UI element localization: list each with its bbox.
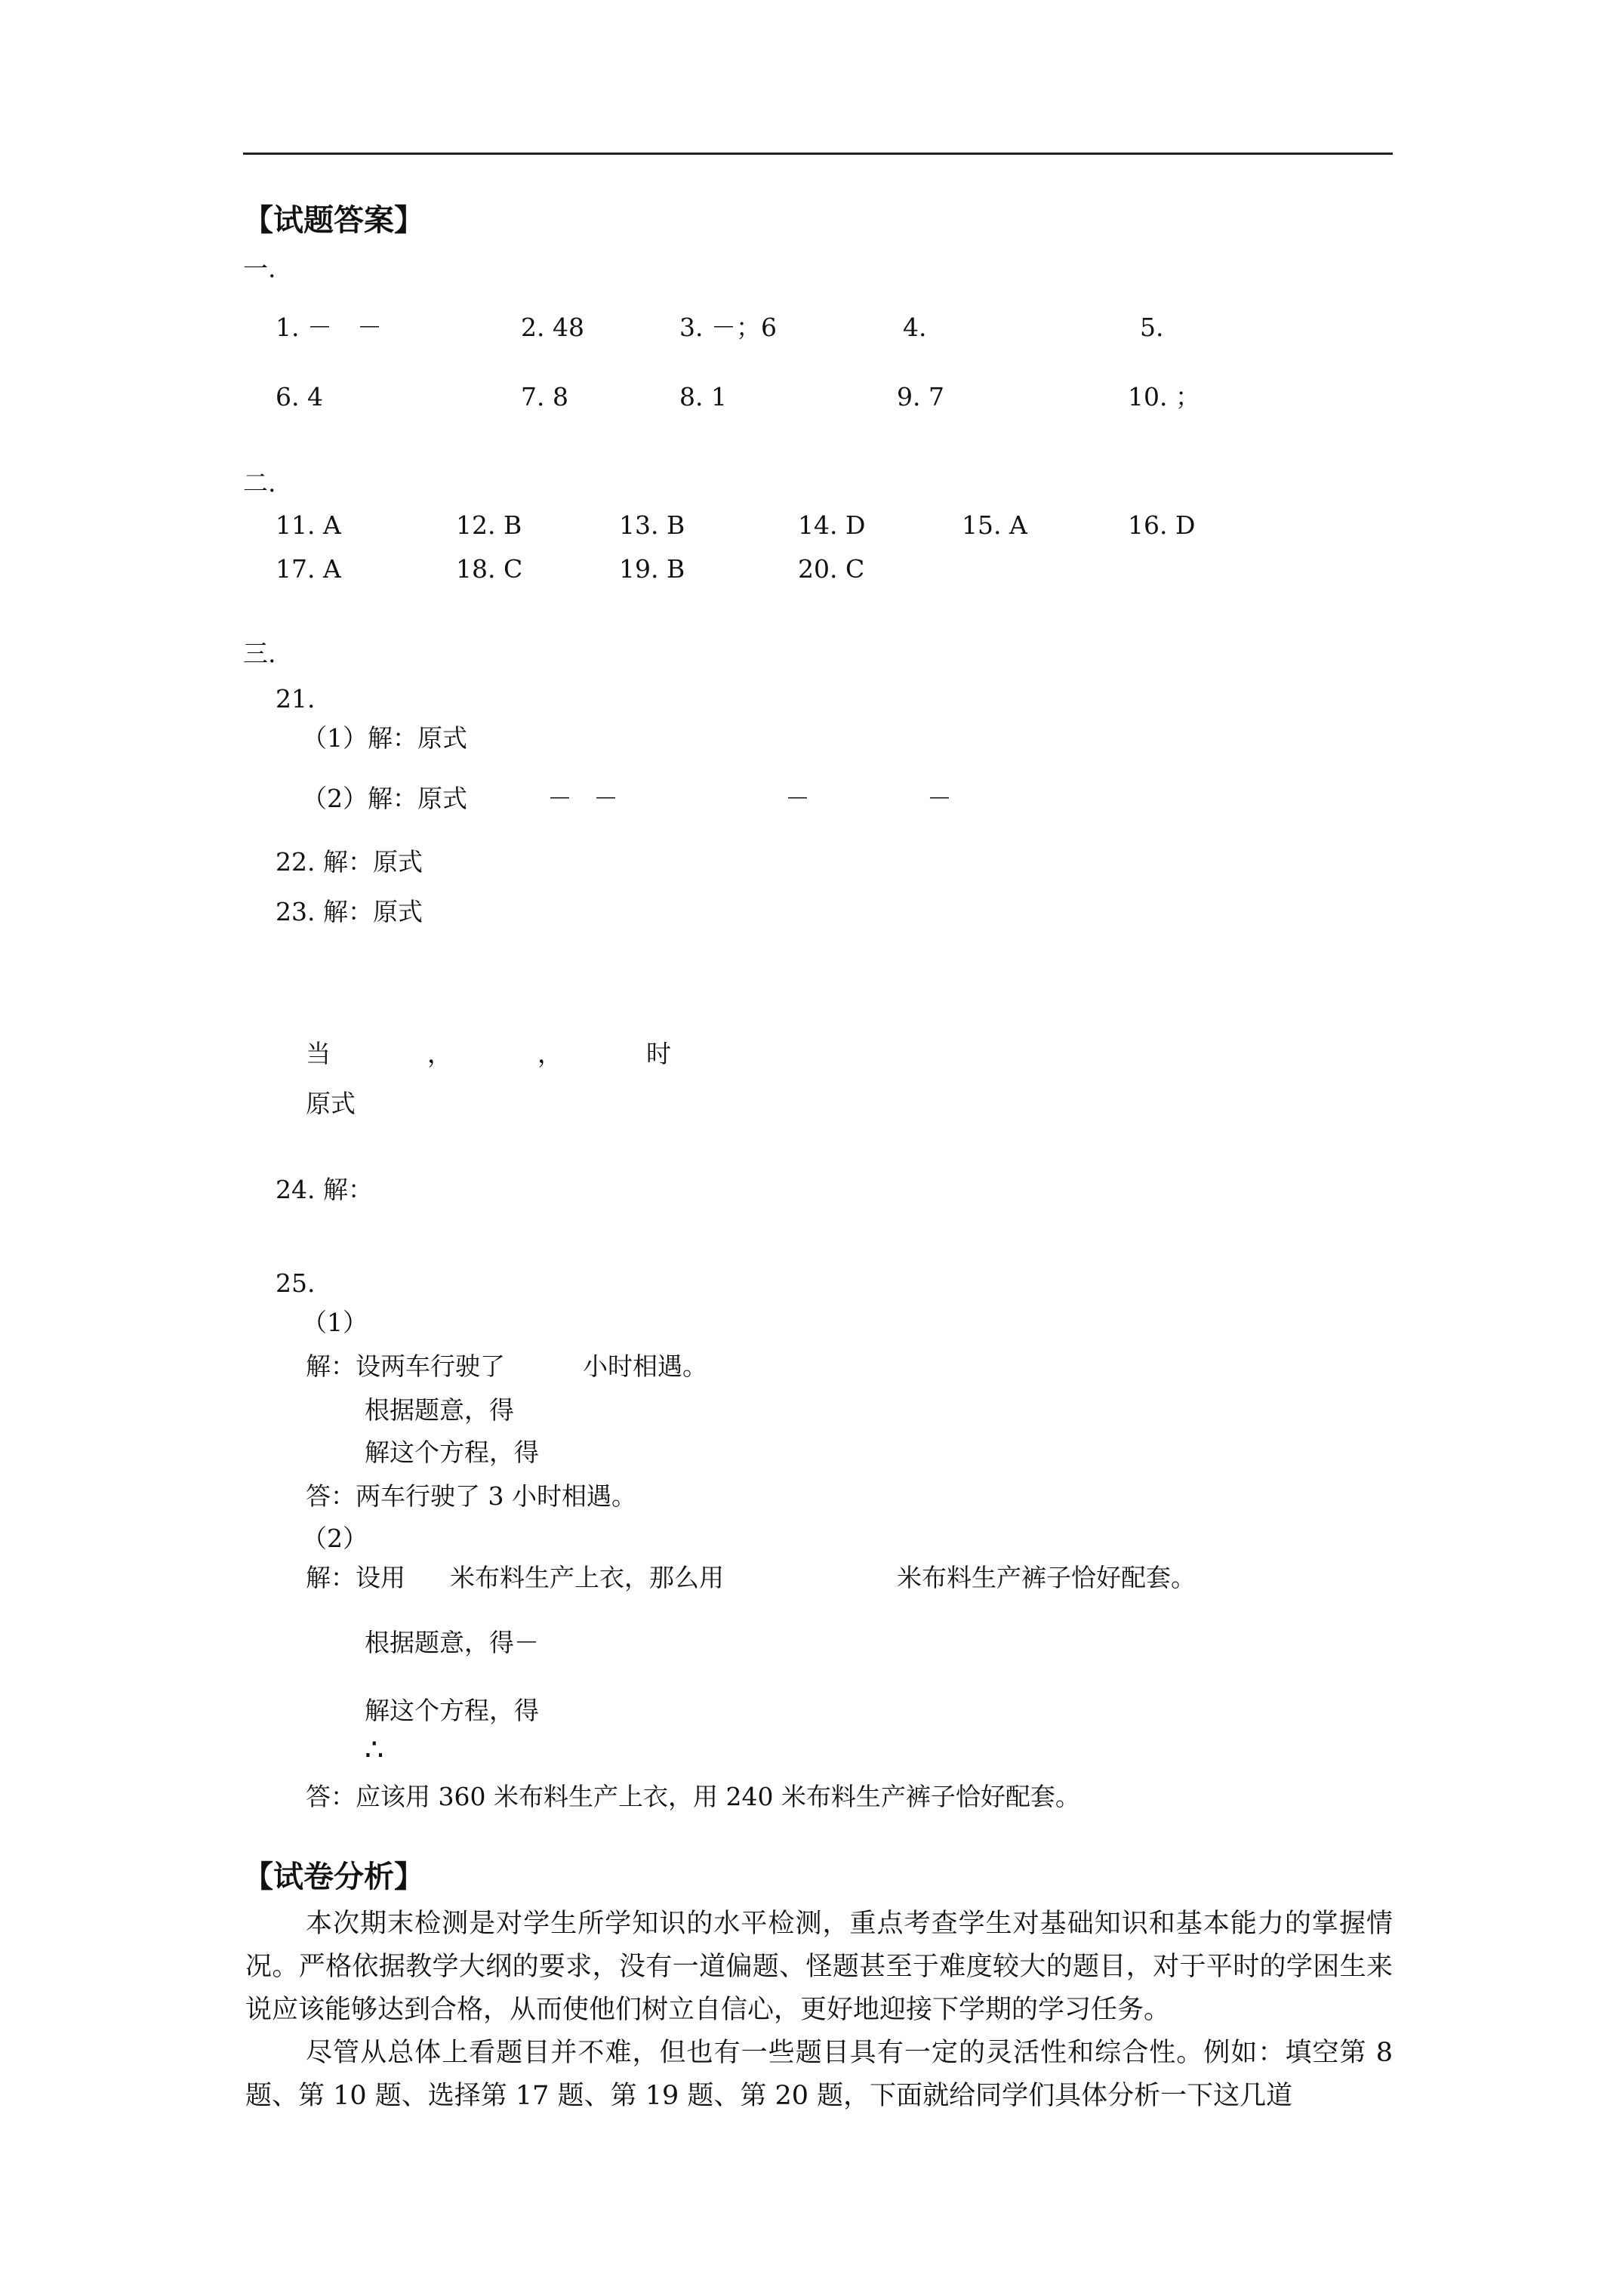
answer-item: 2. 48 (521, 313, 584, 342)
answer-item: 7. 8 (521, 382, 568, 411)
section3-label: 三. (243, 639, 276, 668)
minus-sign: － (785, 784, 810, 813)
answer-item: 16. D (1128, 510, 1196, 540)
answer-item: 20. C (798, 554, 865, 584)
minus-sign: － (927, 784, 952, 813)
question-number: 21. (276, 684, 316, 713)
condition-text: 当 (306, 1039, 331, 1068)
solution-line: （2）解：原式 (302, 784, 467, 813)
analysis-paragraph: 尽管从总体上看题目并不难，但也有一些题目具有一定的灵活性和综合性。例如：填空第 8 题、第 10 题、选择第 17 题、第 19 题、第 20 题，下面就给同学们具体分析一下这几道 (245, 2038, 1393, 2111)
solution-line: 米布料生产上衣，那么用 (450, 1563, 724, 1592)
section1-label: 一. (243, 254, 276, 283)
answers-title: 【试题答案】 (243, 202, 424, 238)
answer-item: 8. 1 (679, 382, 727, 411)
solution-line: （1）解：原式 (302, 723, 467, 753)
answer-item: 19. B (619, 554, 685, 584)
answer-item: 10. ； (1128, 382, 1200, 411)
answer-item: 15. A (962, 510, 1027, 540)
minus-sign: － (593, 784, 618, 813)
solution-line: 解：设用 (306, 1563, 405, 1592)
answer-item: 3. －；6 (679, 313, 777, 342)
answer-item: 13. B (619, 510, 685, 540)
solution-line: 原式 (306, 1089, 356, 1118)
section2-label: 二. (243, 468, 276, 498)
solution-line: 解：设两车行驶了 (306, 1351, 505, 1381)
answer-item: 18. C (456, 554, 523, 584)
minus-sign: － (547, 784, 572, 813)
solution-line: 23. 解：原式 (276, 897, 423, 926)
solution-line: 22. 解：原式 (276, 847, 423, 877)
answer-line: 答：应该用 360 米布料生产上衣，用 240 米布料生产裤子恰好配套。 (306, 1782, 1080, 1811)
answer-line: 答：两车行驶了 3 小时相遇。 (306, 1481, 636, 1511)
answer-item: 12. B (456, 510, 522, 540)
header-rule (243, 153, 1393, 155)
part-label: （1） (302, 1308, 368, 1337)
part-label: （2） (302, 1524, 368, 1553)
condition-text: ， (537, 1039, 562, 1068)
solution-line: 米布料生产裤子恰好配套。 (897, 1563, 1196, 1592)
solution-line: 24. 解： (276, 1175, 373, 1204)
answer-item: 4. (903, 313, 927, 342)
solution-line: 解这个方程，得 (365, 1438, 539, 1467)
condition-text: 时 (646, 1039, 671, 1068)
answer-item: 14. D (798, 510, 866, 540)
solution-line: 根据题意，得 (365, 1395, 514, 1425)
answer-item: 5. (1140, 313, 1164, 342)
therefore-symbol: ∴ (365, 1733, 384, 1767)
solution-line: 小时相遇。 (583, 1351, 707, 1381)
analysis-paragraph: 本次期末检测是对学生所学知识的水平检测，重点考查学生对基础知识和基本能力的掌握情况。严格依据教学大纲的要求，没有一道偏题、怪题甚至于难度较大的题目，对于平时的学困生来说应该能够达到合格，从而使他们树立自信心，更好地迎接下学期的学习任务。 (245, 1909, 1393, 2025)
answer-item: 9. 7 (897, 382, 944, 411)
solution-line: 根据题意，得－ (365, 1628, 539, 1657)
answer-item: 6. 4 (276, 382, 323, 411)
question-number: 25. (276, 1268, 316, 1298)
analysis-body (245, 1903, 1393, 2118)
solution-line: 解这个方程，得 (365, 1696, 539, 1725)
analysis-title: 【试卷分析】 (243, 1859, 424, 1894)
condition-text: ， (427, 1039, 452, 1068)
answer-item: 11. A (276, 510, 341, 540)
answer-item: 1. － － (276, 313, 382, 342)
answer-item: 17. A (276, 554, 341, 584)
